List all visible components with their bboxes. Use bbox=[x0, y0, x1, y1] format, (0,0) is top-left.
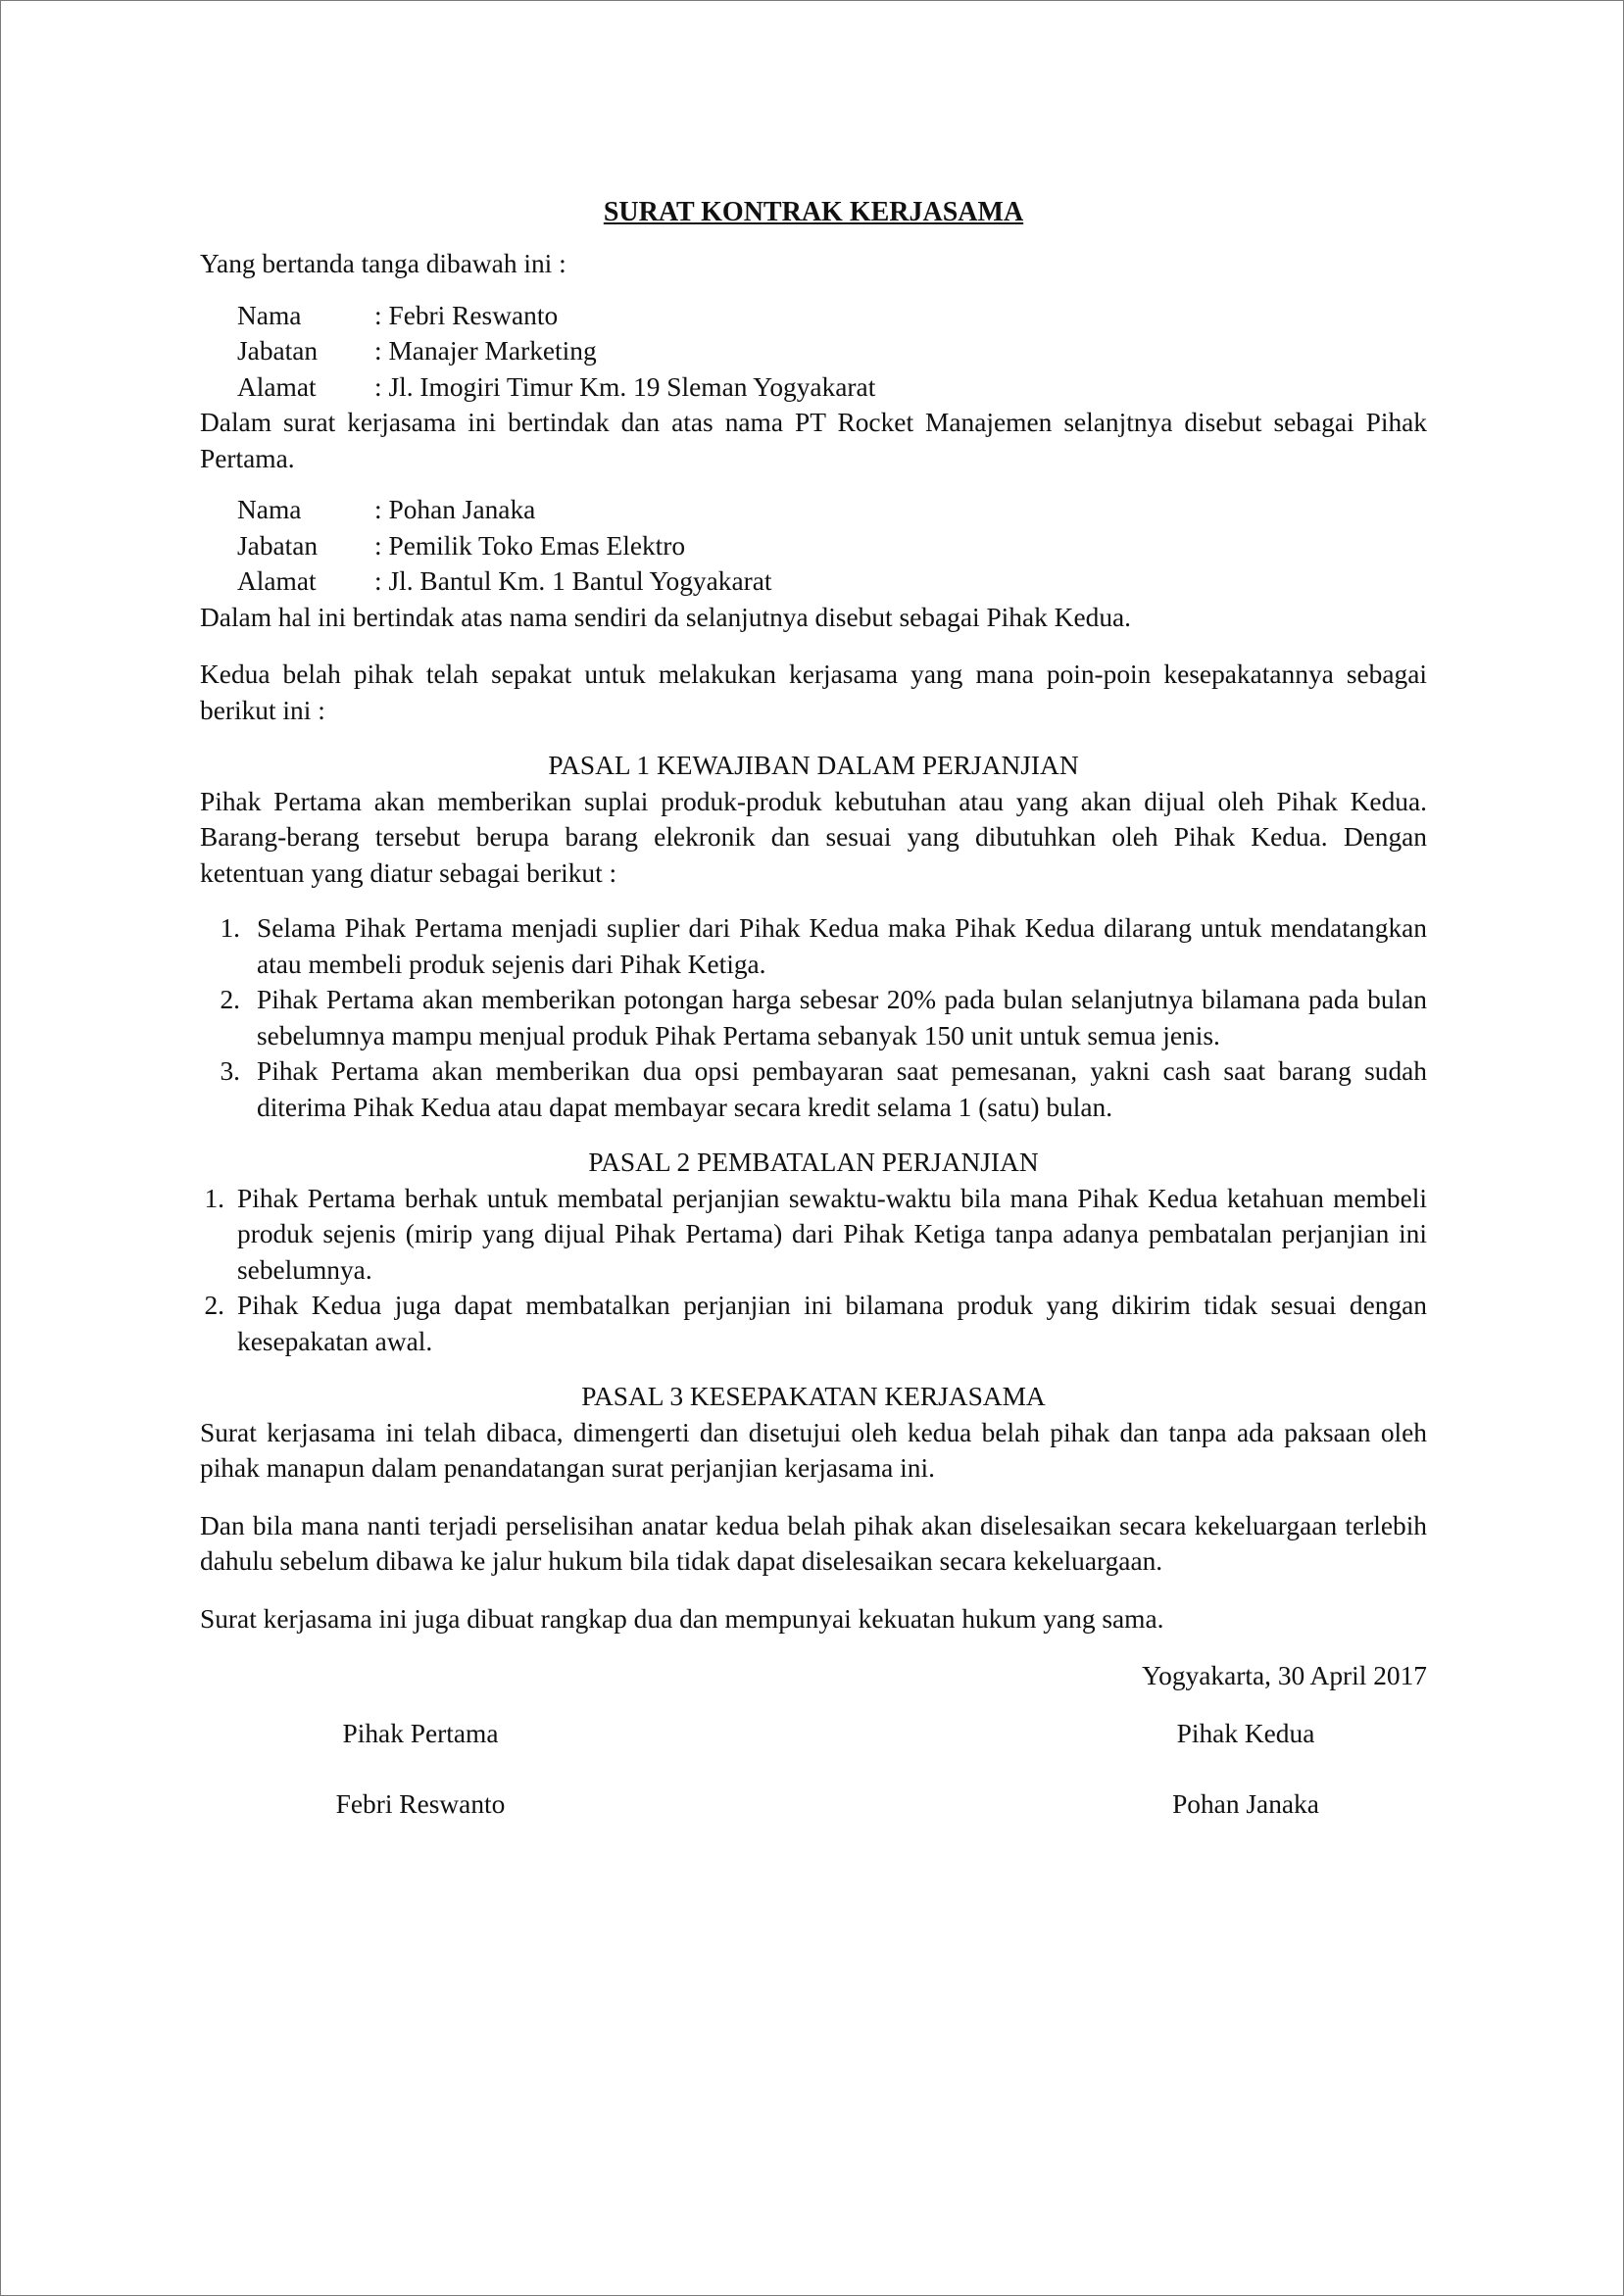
pasal3-paragraph-3: Surat kerjasama ini juga dibuat rangkap dua dan mempunyai kekuatan hukum yang sama. bbox=[200, 1603, 1164, 1634]
intro-line: Yang bertanda tanga dibawah ini : bbox=[200, 249, 566, 278]
pasal1-item-3-number: 3. bbox=[220, 1056, 240, 1086]
pasal1-item-3-text: Pihak Pertama akan memberikan dua opsi pembayaran saat pemesanan, yakni cash saat barang sudah diterima Pihak Kedua atau dapat membayar secara kredit selama 1 (satu) bulan. bbox=[257, 1056, 1427, 1122]
pasal1-item-1 bbox=[200, 910, 1427, 982]
pasal2-item-1-text: Pihak Pertama berhak untuk membatal perjanjian sewaktu-waktu bila mana Pihak Kedua ketahuan membeli produk sejenis (mirip yang dijual Pihak Pertama) dari Pihak Ketiga tanpa adanya pembatalan perjanjian ini sebelumnya. bbox=[237, 1183, 1427, 1285]
signature-role-first: Pihak Pertama bbox=[342, 1718, 499, 1748]
signing-date: Yogyakarta, 30 April 2017 bbox=[1142, 1661, 1427, 1690]
party2-name-row bbox=[237, 492, 1427, 528]
party2-name-value: : Pohan Janaka bbox=[374, 495, 536, 524]
party1-position-row bbox=[237, 333, 1427, 369]
pasal2-list bbox=[200, 1181, 1427, 1360]
party1-identity bbox=[237, 298, 1427, 406]
pasal3-paragraph-2: Dan bila mana nanti terjadi perselisihan anatar kedua belah pihak akan diselesaikan secara kekeluargaan terlebih dahulu sebelum dibawa ke jalur hukum bila tidak dapat diselesaikan secara kekeluargaan. bbox=[200, 1510, 1427, 1576]
party1-statement: Dalam surat kerjasama ini bertindak dan atas nama PT Rocket Manajemen selanjtnya disebut sebagai Pihak Pertama. bbox=[200, 408, 1427, 473]
party2-statement: Dalam hal ini bertindak atas nama sendiri da selanjutnya disebut sebagai Pihak Kedua. bbox=[200, 602, 1132, 632]
party1-address-row bbox=[237, 369, 1427, 406]
pasal1-text: Pihak Pertama akan memberikan suplai produk-produk kebutuhan atau yang akan dijual oleh Pihak Kedua. Barang-berang tersebut berupa barang elekronik dan sesuai yang dibutuhkan oleh Pihak Kedua. Dengan ketentuan yang diatur sebagai berikut : bbox=[200, 786, 1427, 888]
pasal3-paragraph-1: Surat kerjasama ini telah dibaca, dimengerti dan disetujui oleh kedua belah pihak dan tanpa ada paksaan oleh pihak manapun dalam penandatangan surat perjanjian kerjasama ini. bbox=[200, 1417, 1427, 1483]
party1-name-value: : Febri Reswanto bbox=[374, 300, 559, 330]
party2-address-value: : Jl. Bantul Km. 1 Bantul Yogyakarat bbox=[374, 566, 772, 596]
pasal2-heading: PASAL 2 PEMBATALAN PERJANJIAN bbox=[588, 1148, 1039, 1177]
pasal1-item-1-number: 1. bbox=[220, 913, 240, 943]
party1-position-label: Jabatan bbox=[237, 336, 319, 366]
pasal2-item-2 bbox=[184, 1288, 1427, 1359]
pasal2-item-1-number: 1. bbox=[204, 1183, 224, 1213]
document-title: SURAT KONTRAK KERJASAMA bbox=[603, 197, 1024, 227]
party2-position-row bbox=[237, 528, 1427, 564]
pasal1-item-1-text: Selama Pihak Pertama menjadi suplier dari Pihak Kedua maka Pihak Kedua dilarang untuk mendatangkan atau membeli produk sejenis dari Pihak Ketiga. bbox=[257, 913, 1427, 979]
signature-name-first: Febri Reswanto bbox=[335, 1789, 506, 1819]
party1-name-row bbox=[237, 298, 1427, 334]
signature-role-second: Pihak Kedua bbox=[1176, 1718, 1315, 1748]
signature-names bbox=[200, 1786, 1427, 1823]
party2-address-row bbox=[237, 563, 1427, 600]
document-body bbox=[200, 195, 1427, 1823]
pasal2-item-2-text: Pihak Kedua juga dapat membatalkan perjanjian ini bilamana produk yang dikirim tidak sesuai dengan kesepakatan awal. bbox=[237, 1291, 1427, 1356]
party1-address-label: Alamat bbox=[237, 371, 317, 402]
signature-roles bbox=[200, 1716, 1427, 1752]
agreement-intro: Kedua belah pihak telah sepakat untuk melakukan kerjasama yang mana poin-poin kesepakatannya sebagai berikut ini : bbox=[200, 659, 1427, 725]
party2-name-label: Nama bbox=[237, 495, 302, 524]
party2-address-label: Alamat bbox=[237, 566, 317, 596]
party2-identity bbox=[237, 492, 1427, 600]
party2-position-value: : Pemilik Toko Emas Elektro bbox=[374, 530, 686, 561]
pasal2-item-1 bbox=[184, 1181, 1427, 1289]
party1-name-label: Nama bbox=[237, 300, 302, 330]
party1-position-value: : Manajer Marketing bbox=[374, 336, 597, 366]
pasal2-item-2-number: 2. bbox=[204, 1291, 224, 1320]
pasal1-item-2-number: 2. bbox=[220, 985, 240, 1014]
pasal1-item-2-text: Pihak Pertama akan memberikan potongan harga sebesar 20% pada bulan selanjutnya bilamana pada bulan sebelumnya mampu menjual produk Pihak Pertama sebanyak 150 unit untuk semua jenis. bbox=[257, 985, 1427, 1050]
pasal1-heading: PASAL 1 KEWAJIBAN DALAM PERJANJIAN bbox=[548, 751, 1079, 780]
party1-address-value: : Jl. Imogiri Timur Km. 19 Sleman Yogyakarat bbox=[374, 371, 876, 402]
signature-name-second: Pohan Janaka bbox=[1172, 1789, 1319, 1819]
pasal3-heading: PASAL 3 KESEPAKATAN KERJASAMA bbox=[581, 1382, 1046, 1411]
pasal1-item-3 bbox=[200, 1053, 1427, 1125]
party2-position-label: Jabatan bbox=[237, 530, 319, 561]
pasal1-list bbox=[200, 910, 1427, 1125]
pasal1-item-2 bbox=[200, 982, 1427, 1053]
